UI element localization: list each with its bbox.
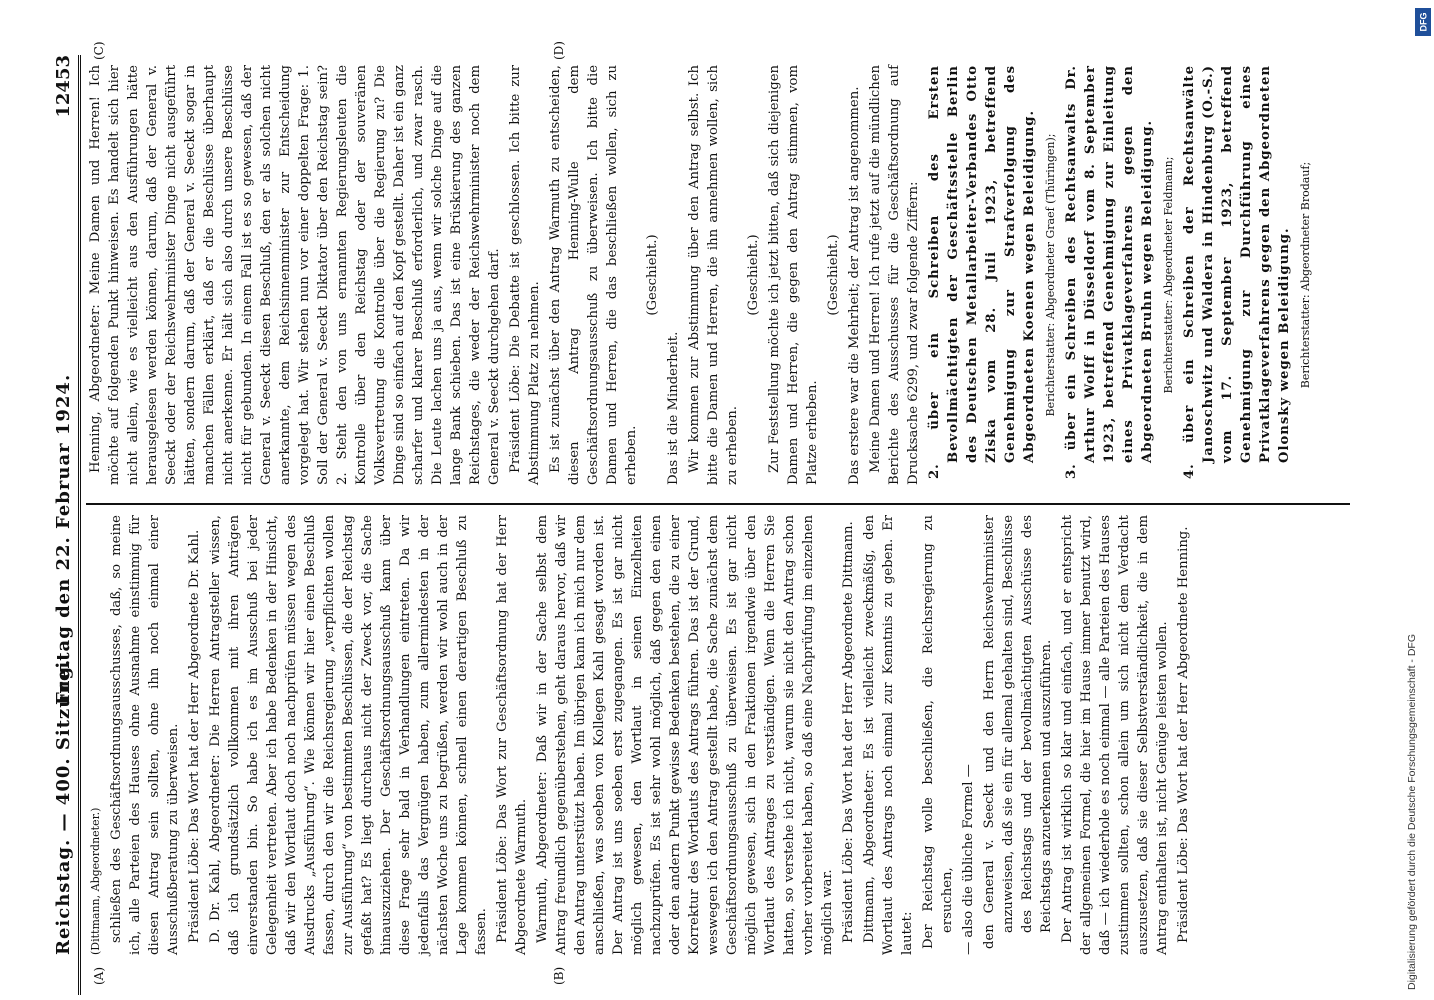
paragraph: Das ist die Minderheit. xyxy=(666,331,681,485)
motion-aside: — also die übliche Formel — xyxy=(961,764,976,955)
paragraph: Wir kommen zur Abstimmung über den Antrag selbst. Ich bitte die Damen und Herren, die ihn annehmen wollen, sich zu erheben. xyxy=(687,65,740,485)
stage-direction: (Geschieht.) xyxy=(826,234,841,316)
rapporteur: Berichterstatter: Abgeordneter Graef (Thüringen); xyxy=(1044,133,1057,417)
paragraph: Zur Feststellung möchte ich jetzt bitten, daß sich diejenigen Damen und Herren, die gegen den Antrag stimmen, vom Platze erheben. xyxy=(767,65,820,485)
margin-mark-c: (C) xyxy=(92,41,106,60)
paragraph: Meine Damen und Herren! Ich rufe jetzt auf die mündlichen Berichte des Ausschusses für die Geschäftsordnung auf Drucksache 6299, und zwar folgende Ziffern: xyxy=(868,65,921,485)
column-divider xyxy=(86,503,1350,505)
motion-quote: Der Reichstag wolle beschließen, die Reichsregierung zu ersuchen, xyxy=(921,515,955,949)
speech-kahl: D. Dr. Kahl, Abgeordneter: Die Herren Antragsteller wissen, daß ich grundsätzlich vollkommen mit ihren Anträgen einverstanden bin. So habe ich es im Ausschuß bei jeder Gelegenheit vertreten. Aber ich habe Bedenken in der Hinsicht, daß wir den Wortlaut doch noch nachprüfen müssen wegen des Ausdrucks „Ausführung“. Wie können wir hier einen Beschluß fassen, durch den wir die Reichsregierung „verpflichten wollen zur Ausführung“ von bestimmten Beschlüssen, die der Reichstag gefaßt hat? Es liegt durchaus nicht der Zweck vor, die Sache hinauszuziehen. Der Geschäftsordnungsausschuß kann über diese Frage sehr bald in Verhandlungen eintreten. Da wir jedenfalls das Vergnügen haben, zum allermindesten in der nächsten Woche uns zu begrüßen, werden wir wohl auch in der Lage kommen können, schnell einen derartigen Beschluß zu fassen. xyxy=(208,515,489,955)
agenda-item: 3. über ein Schreiben des Rechtsanwalts Dr. Arthur Wolff in Düsseldorf vom 8. September 1923, betreffend Genehmigung zur Einleitung eines Privatklageverfahrens gegen den Abgeordneten Bruhn wegen Beleidigung. xyxy=(1064,65,1155,479)
header-date: Freitag den 22. Februar 1924. xyxy=(53,373,74,705)
page-number: 12453 xyxy=(53,55,74,118)
header-session: Reichstag. — 400. Sitzung. xyxy=(53,658,74,955)
president-remark: Präsident Löbe: Die Debatte ist geschlossen. Ich bitte zur Abstimmung Platz zu nehmen. xyxy=(508,65,542,485)
rapporteur: Berichterstatter: Abgeordneter Feldmann; xyxy=(1162,156,1175,394)
left-column xyxy=(86,515,1380,955)
right-column xyxy=(86,65,1380,485)
rapporteur: Berichterstatter: Abgeordneter Brodauf; xyxy=(1299,161,1312,389)
dfg-funding-notice: Digitalisierung gefördert durch die Deutsche Forschungsgemeinschaft - DFG xyxy=(1406,633,1418,990)
stage-direction: (Geschieht.) xyxy=(746,234,761,316)
dfg-logo: DFG xyxy=(1415,8,1431,36)
speech-dittmann: Dittmann, Abgeordneter: Es ist vielleicht zweckmäßig, den Wortlaut des Antrags noch einmal zur Kenntnis zu geben. Er lautet: xyxy=(862,515,915,955)
speech-warmuth: Warmuth, Abgeordneter: Daß wir in der Sache selbst dem Antrag freundlich gegenüberstehen, geht daraus hervor, daß wir den Antrag unterstützt haben. Im übrigen kann ich mich nur dem anschließen, was soeben von Kollegen Kahl gesagt worden ist. Der Antrag ist uns soeben erst zugegangen. Es ist gar nicht möglich gewesen, den Wortlaut in seinen Einzelheiten nachzuprüfen. Es ist sehr wohl möglich, daß gegen den einen oder den andern Punkt gewisse Bedenken bestehen, die zu einer Korrektur des Wortlauts des Antrags führen. Das ist der Grund, weswegen ich den Antrag gestellt habe, die Sache zunächst dem Geschäftsordnungsausschuß zu überweisen. Es ist gar nicht möglich gewesen, sich in den Fraktionen irgendwie über den Wortlaut des Antrages zu verständigen. Wenn die Herren Sie hatten, so verstehe ich nicht, warum sie nicht den Antrag schon vorher vorbereitet haben, so daß eine Nachprüfung im einzelnen möglich war. xyxy=(535,515,835,955)
stage-direction: (Geschieht.) xyxy=(645,234,660,316)
page-header xyxy=(50,55,81,995)
president-remark: Präsident Löbe: Das Wort hat der Herr Abgeordnete Dr. Kahl. xyxy=(187,529,202,943)
margin-mark-d: (D) xyxy=(552,41,566,60)
paragraph: schließen des Geschäftsordnungsausschusses, daß, so meine ich, alle Parteien des Hauses ohne Ausnahme einstimmig für diesen Antrag sein sollten, ohne ihn noch einmal einer Ausschußberatung zu überweisen. xyxy=(109,515,181,955)
printed-page xyxy=(50,41,1380,995)
margin-mark-a: (A) xyxy=(92,966,106,985)
margin-mark-b: (B) xyxy=(552,966,566,985)
paragraph: Das erstere war die Mehrheit; der Antrag ist angenommen. xyxy=(847,86,862,485)
paragraph: Es ist zunächst über den Antrag Warmuth zu entscheiden, diesen Antrag Henning-Wulle dem Geschäftsordnungsausschuß zu überweisen. Ich bitte die Damen und Herren, die das beschließen wollen, sich zu erheben. xyxy=(548,65,639,485)
speaker-continuation: (Dittmann, Abgeordneter.) xyxy=(89,807,102,955)
agenda-item: 4. über ein Schreiben der Rechtsanwälte Janoschwitz und Waldera in Hindenburg (O.-S.) vom 17. September 1923, betreffend Genehmigung zur Durchführung eines Privatklageverfahrens gegen den Abgeordneten Olonsky wegen Beleidigung. xyxy=(1182,65,1292,479)
motion-quote: den General v. Seeckt und den Herrn Reichswehrminister anzuweisen, daß sie ein für allemal gehalten sind, Beschlüsse des Reichstags und der bevollmächtigten Ausschüsse des Reichstags anzuerkennen und auszuführen. xyxy=(982,515,1054,949)
speech-henning: Henning, Abgeordneter: Meine Damen und Herren! Ich möchte auf folgenden Punkt hinweisen. Es handelt sich hier nicht allein, wie es vielleicht aus den Ausführungen hätte herausgelesen werden können, darum, daß der General v. Seeckt oder der Reichswehrminister Dinge nicht ausgeführt hätten, sondern darum, daß der General v. Seeckt sogar in manchen Fällen erklärt, daß er die Beschlüsse überhaupt nicht anerkenne. Er hält sich also durch unsere Beschlüsse nicht für gebunden. In einem Fall ist es so gewesen, daß der General v. Seeckt diesen Beschluß, den er als solchen nicht anerkannte, dem Reichsinnenminister zur Entscheidung vorgelegt hat. Wir stehen nun vor einer doppelten Frage: 1. Soll der General v. Seeckt Diktator über den Reichstag sein? 2. Steht den von uns ernannten Regierungsleuten die Kontrolle über den Reichstag oder der souveränen Volksvertretung die Kontrolle über die Regierung zu? Die Dinge sind so einfach auf den Kopf gestellt. Daher ist ein ganz scharfer und klarer Beschluß erforderlich, und zwar rasch. Die Leute lachen uns ja aus, wenn wir solche Dinge auf die lange Bank schieben. Das ist eine Brüskierung des ganzen Reichstages, die weder der Reichswehrminister noch dem General v. Seeckt durchgehen darf. xyxy=(88,65,502,485)
president-remark: Präsident Löbe: Das Wort zur Geschäftsordnung hat der Herr Abgeordnete Warmuth. xyxy=(495,515,529,955)
president-remark: Präsident Löbe: Das Wort hat der Herr Abgeordnete Henning. xyxy=(1176,526,1191,943)
agenda-item: 2. über ein Schreiben des Ersten Bevollmächtigten der Geschäftsstelle Berlin des Deutschen Metallarbeiter-Verbandes Otto Ziska vom 28. Juli 1923, betreffend Genehmigung zur Strafverfolgung des Abgeordneten Koenen wegen Beleidigung. xyxy=(927,65,1037,479)
president-remark: Präsident Löbe: Das Wort hat der Herr Abgeordnete Dittmann. xyxy=(841,521,856,943)
paragraph: Der Antrag ist wirklich so klar und einfach, und er entspricht der allgemeinen Formel, die hier im Hause immer benutzt wird, daß — ich wiederhole es noch einmal — alle Parteien des Hauses zustimmen sollten, schon allein um sich nicht dem Verdacht auszusetzen, daß sie dieser Selbstverständlichkeit, die in dem Antrag enthalten ist, nicht Genüge leisten wollen. xyxy=(1060,515,1170,955)
